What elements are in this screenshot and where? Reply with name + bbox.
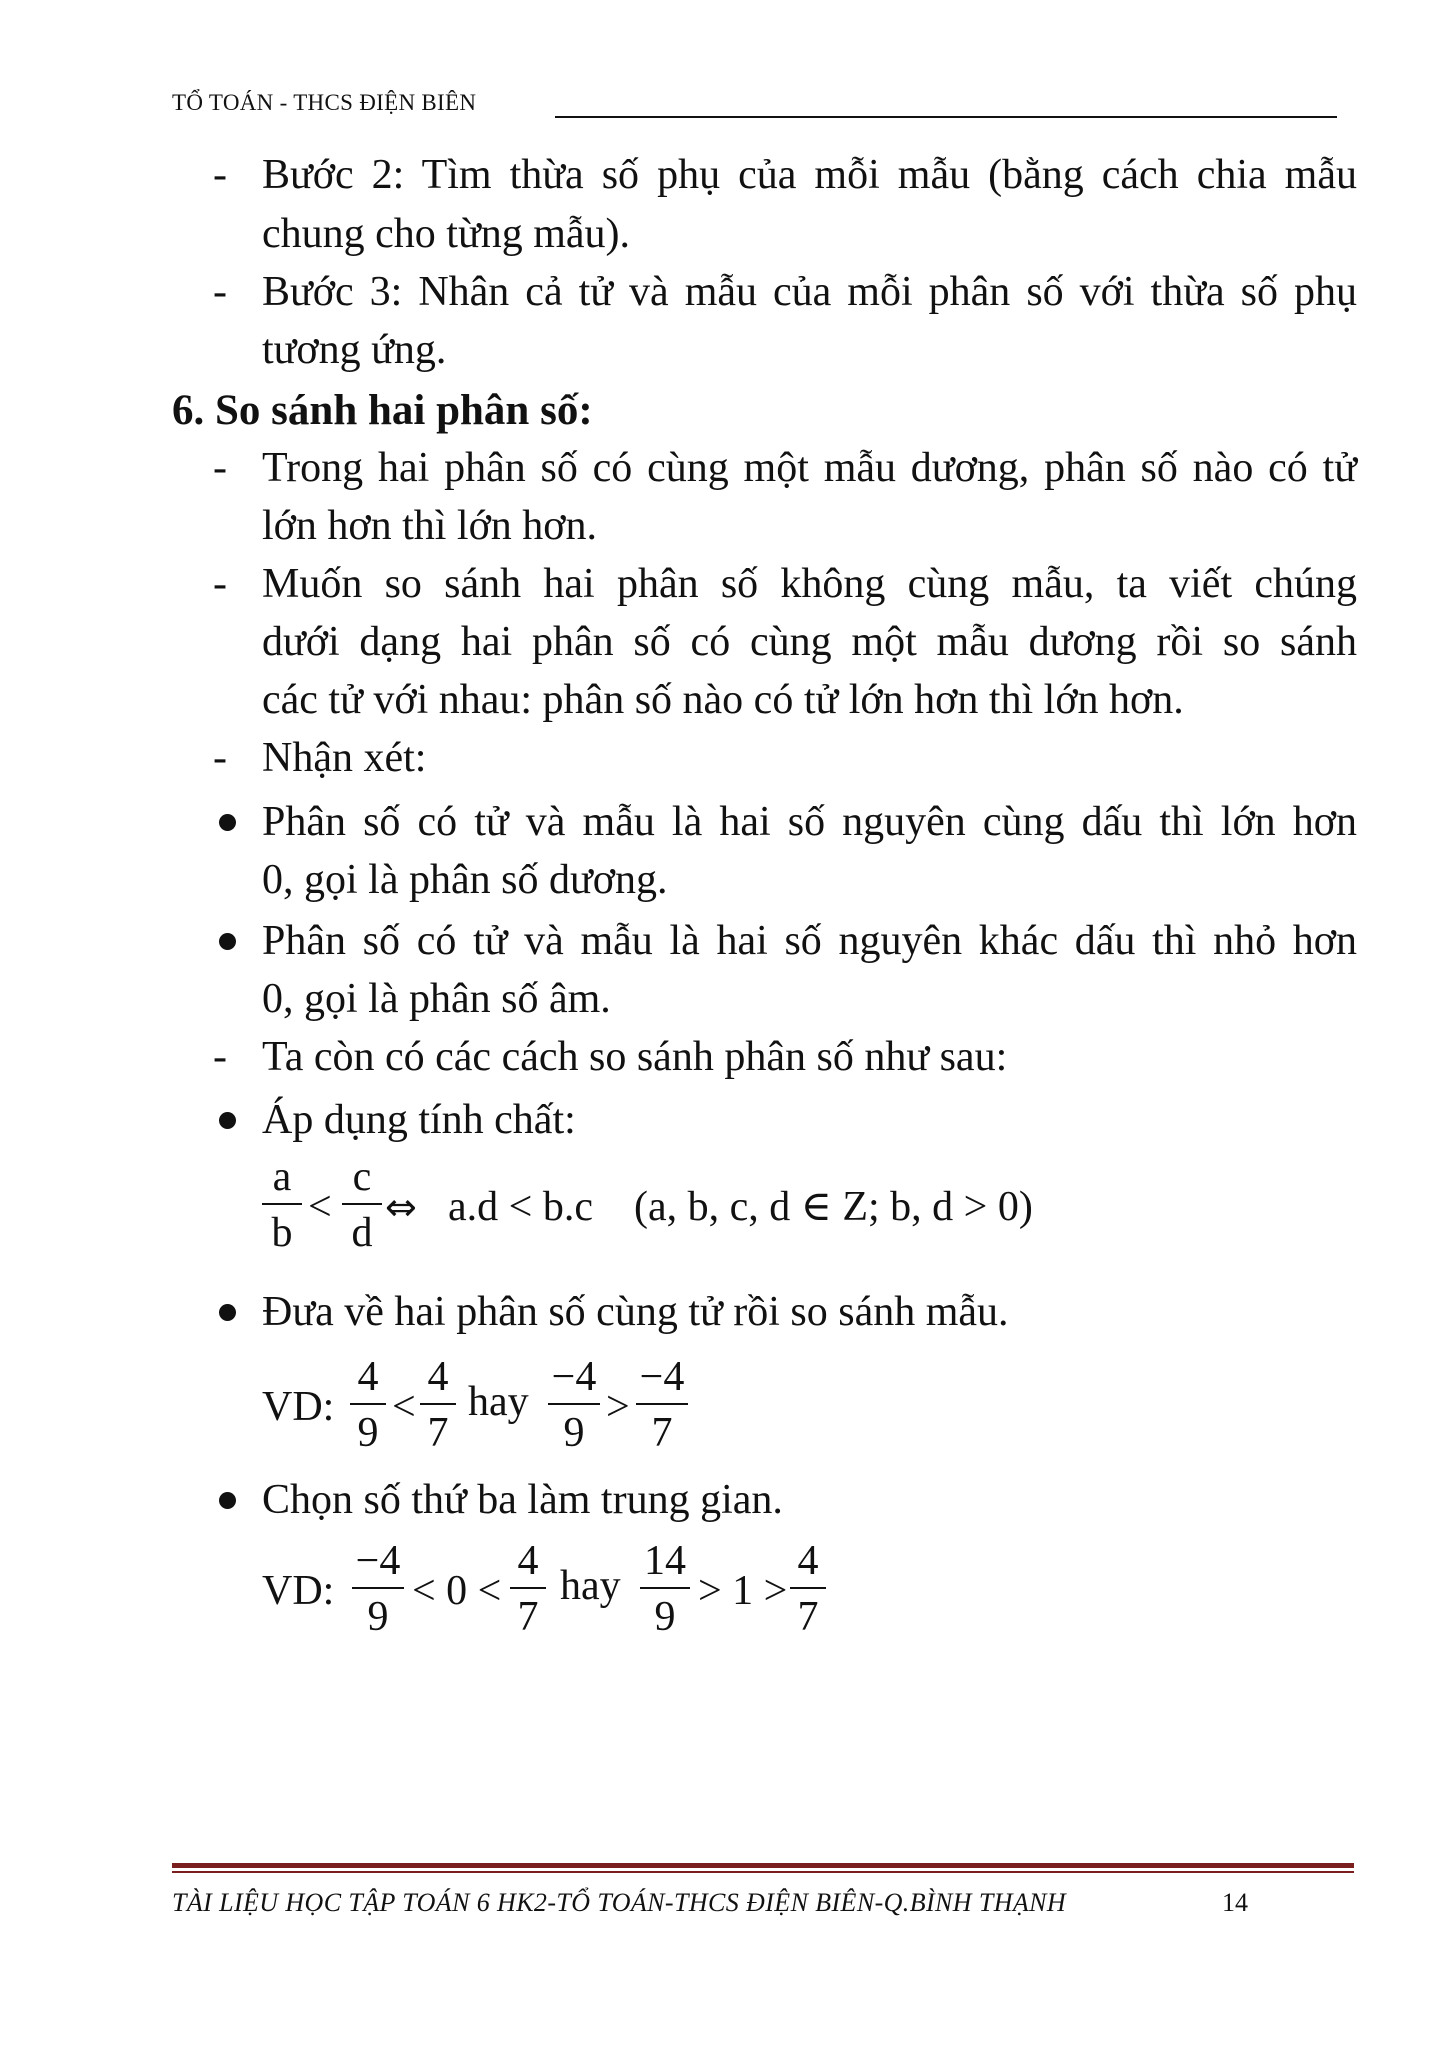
fraction — [350, 1355, 386, 1455]
step2-line1: Bước 2: Tìm thừa số phụ của mỗi mẫu (bằng cách chia mẫu — [262, 152, 1357, 198]
fraction — [548, 1355, 600, 1455]
formula-condition: (a, b, c, d ∈ Z; b, d > 0) — [634, 1184, 1033, 1230]
fraction-numerator: c — [352, 1154, 372, 1200]
fraction-numerator: 4 — [427, 1354, 449, 1400]
section-heading: 6. So sánh hai phân số: — [172, 387, 593, 434]
iff-arrow: ⇔ — [385, 1185, 417, 1229]
remark-label: Nhận xét: — [262, 735, 427, 781]
example2-label: VD: — [262, 1568, 335, 1614]
fraction-bar — [636, 1403, 688, 1405]
fraction-bar — [510, 1587, 546, 1589]
fraction-numerator: −4 — [551, 1354, 597, 1400]
dash-marker: - — [213, 269, 227, 315]
fraction-denominator: 9 — [563, 1410, 585, 1456]
rule2-line2: dưới dạng hai phân số có cùng một mẫu dương rồi so sánh — [262, 619, 1357, 665]
fraction-numerator: −4 — [355, 1538, 401, 1584]
fraction — [790, 1539, 826, 1639]
fraction-denominator: 7 — [797, 1594, 819, 1640]
example1-label: VD: — [262, 1384, 335, 1430]
inequality-chain: < 0 < — [412, 1568, 502, 1614]
fraction-bar — [352, 1587, 404, 1589]
rule2-line1: Muốn so sánh hai phân số không cùng mẫu, ta viết chúng — [262, 561, 1357, 607]
dash-marker: - — [213, 445, 227, 491]
fraction-bar — [790, 1587, 826, 1589]
bullet-dot — [219, 1304, 236, 1321]
bullet-dot — [219, 1112, 236, 1129]
fraction — [636, 1355, 688, 1455]
remark-b-line1: Phân số có tử và mẫu là hai số nguyên khác dấu thì nhỏ hơn — [262, 918, 1357, 964]
rule1-line2: lớn hơn thì lớn hơn. — [262, 503, 598, 549]
method1-label: Áp dụng tính chất: — [262, 1097, 576, 1143]
page-footer: TÀI LIỆU HỌC TẬP TOÁN 6 HK2-TỔ TOÁN-THCS ĐIỆN BIÊN-Q.BÌNH THẠNH — [172, 1888, 1067, 1917]
other-ways-line: Ta còn có các cách so sánh phân số như sau: — [262, 1034, 1008, 1080]
page-header: TỔ TOÁN - THCS ĐIỆN BIÊN — [172, 90, 477, 115]
fraction-denominator: 9 — [654, 1594, 676, 1640]
rule2-line3: các tử với nhau: phân số nào có tử lớn hơn thì lớn hơn. — [262, 677, 1184, 723]
less-than-sign: < — [308, 1184, 332, 1230]
fraction-bar — [262, 1203, 302, 1205]
bullet-dot — [219, 1492, 236, 1509]
fraction-bar — [548, 1403, 600, 1405]
fraction — [352, 1539, 404, 1639]
fraction-denominator: 7 — [517, 1594, 539, 1640]
fraction-a-over-b — [262, 1155, 302, 1255]
less-than-sign: < — [392, 1384, 416, 1430]
fraction-numerator: 14 — [644, 1538, 686, 1584]
fraction-c-over-d — [342, 1155, 382, 1255]
fraction-bar — [420, 1403, 456, 1405]
dash-marker: - — [213, 152, 227, 198]
fraction-numerator: −4 — [639, 1354, 685, 1400]
fraction-denominator: d — [351, 1210, 373, 1256]
step3-line2: tương ứng. — [262, 327, 447, 373]
page-number: 14 — [1222, 1888, 1248, 1917]
inequality-chain: > 1 > — [698, 1568, 788, 1614]
fraction-bar — [640, 1587, 690, 1589]
greater-than-sign: > — [606, 1384, 630, 1430]
method3-label: Chọn số thứ ba làm trung gian. — [262, 1477, 783, 1523]
fraction-numerator: 4 — [517, 1538, 539, 1584]
formula-rhs: a.d < b.c — [448, 1184, 593, 1230]
fraction-numerator: 4 — [797, 1538, 819, 1584]
fraction-denominator: 7 — [427, 1410, 449, 1456]
fraction-denominator: b — [271, 1210, 293, 1256]
fraction-denominator: 9 — [357, 1410, 379, 1456]
fraction — [640, 1539, 690, 1639]
remark-a-line2: 0, gọi là phân số dương. — [262, 857, 668, 903]
fraction — [510, 1539, 546, 1639]
dash-marker: - — [213, 735, 227, 781]
rule1-line1: Trong hai phân số có cùng một mẫu dương, phân số nào có tử — [262, 445, 1357, 491]
dash-marker: - — [213, 561, 227, 607]
footer-rule — [172, 1871, 1354, 1873]
fraction-bar — [342, 1203, 382, 1205]
fraction-denominator: 9 — [367, 1594, 389, 1640]
hay-word: hay — [468, 1379, 529, 1425]
step2-line2: chung cho từng mẫu). — [262, 211, 631, 257]
hay-word: hay — [560, 1563, 621, 1609]
bullet-dot — [219, 933, 236, 950]
header-rule — [555, 116, 1337, 118]
method2-label: Đưa về hai phân số cùng tử rồi so sánh mẫu. — [262, 1289, 1009, 1335]
fraction — [420, 1355, 456, 1455]
step3-line1: Bước 3: Nhân cả tử và mẫu của mỗi phân số với thừa số phụ — [262, 269, 1357, 315]
dash-marker: - — [213, 1034, 227, 1080]
fraction-denominator: 7 — [651, 1410, 673, 1456]
remark-b-line2: 0, gọi là phân số âm. — [262, 976, 611, 1022]
fraction-numerator: 4 — [357, 1354, 379, 1400]
fraction-numerator: a — [272, 1154, 292, 1200]
remark-a-line1: Phân số có tử và mẫu là hai số nguyên cùng dấu thì lớn hơn — [262, 799, 1357, 845]
fraction-bar — [350, 1403, 386, 1405]
bullet-dot — [219, 814, 236, 831]
footer-rule — [172, 1863, 1354, 1868]
